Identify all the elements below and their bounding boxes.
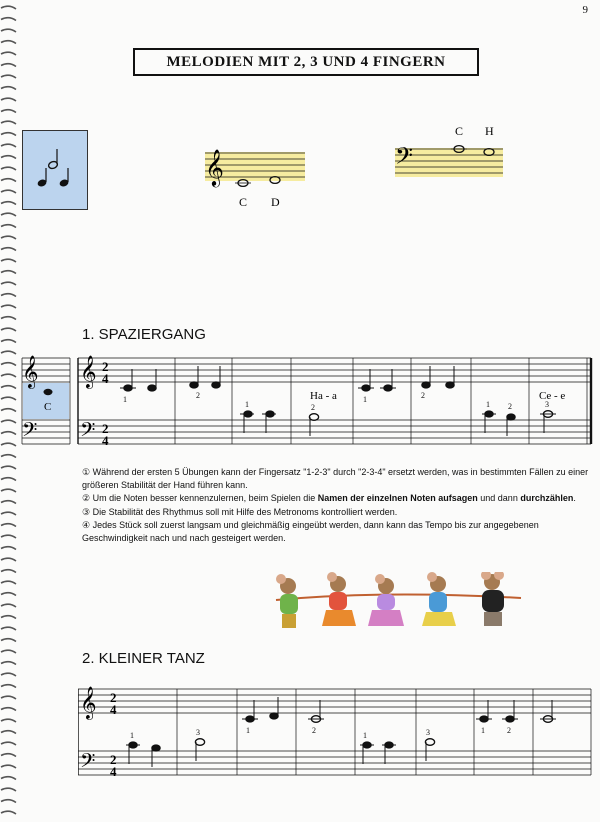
spiral-coil <box>1 41 16 44</box>
footnotes <box>82 466 590 545</box>
spiral-coil <box>1 397 16 400</box>
spiral-coil <box>1 202 16 205</box>
spiral-coil <box>1 420 16 423</box>
svg-text:1: 1 <box>481 726 485 735</box>
svg-text:1: 1 <box>363 395 367 404</box>
page-title-text: MELODIEN MIT 2, 3 UND 4 FINGERN <box>166 53 446 70</box>
spiral-coil <box>1 593 16 596</box>
svg-text:1: 1 <box>246 726 250 735</box>
ref-treble-clef-icon: 𝄞 <box>22 357 39 388</box>
label-d: D <box>271 195 280 209</box>
ref-note-label: C <box>44 401 52 413</box>
spiral-binding <box>0 0 18 822</box>
spiral-coil <box>1 524 16 527</box>
piece1-score <box>18 352 593 452</box>
note-value-box <box>22 130 88 210</box>
piece1-heading: 1. SPAZIERGANG <box>82 326 206 343</box>
label-c-bass: C <box>455 124 464 138</box>
time-sig-bottom: 4 <box>102 371 109 386</box>
spiral-coil <box>1 98 16 101</box>
spiral-coil <box>1 466 16 469</box>
spiral-coil <box>1 167 16 170</box>
intro-staves <box>195 118 515 218</box>
label-c: C <box>239 195 248 209</box>
mouse-3 <box>368 574 404 626</box>
spiral-coil <box>1 363 16 366</box>
svg-text:1: 1 <box>363 731 367 740</box>
svg-text:2: 2 <box>312 726 316 735</box>
dancing-mice-illustration <box>266 572 536 634</box>
spiral-coil <box>1 581 16 584</box>
bass-clef-icon-2: 𝄢 <box>80 751 96 777</box>
svg-text:3: 3 <box>426 728 430 737</box>
piece2-notes <box>126 697 556 767</box>
treble-clef-icon: 𝄞 <box>205 149 224 185</box>
spiral-coil <box>1 742 16 745</box>
note-value-icon <box>23 131 87 209</box>
mouse-4 <box>422 572 456 626</box>
footnote-2: ② Um die Noten besser kennenzulernen, beim Spielen die Namen der einzelnen Noten aufsagen und dann durchzählen. <box>82 493 576 503</box>
spiral-coil <box>1 6 16 9</box>
svg-text:2: 2 <box>507 726 511 735</box>
spiral-coil <box>1 351 16 354</box>
spiral-coil <box>1 340 16 343</box>
spiral-coil <box>1 75 16 78</box>
spiral-coil <box>1 501 16 504</box>
spiral-coil <box>1 455 16 458</box>
spiral-coil <box>1 236 16 239</box>
spiral-coil <box>1 708 16 711</box>
spiral-coil <box>1 696 16 699</box>
piece1-notes <box>120 366 556 436</box>
treble-clef-icon: 𝄞 <box>80 357 97 388</box>
svg-text:2: 2 <box>311 403 315 412</box>
piece2-heading: 2. KLEINER TANZ <box>82 650 205 667</box>
spiral-coil <box>1 558 16 561</box>
ref-note <box>44 389 53 395</box>
spiral-coil <box>1 409 16 412</box>
spiral-coil <box>1 570 16 573</box>
svg-text:3: 3 <box>196 728 200 737</box>
time-sig-bottom-bass: 4 <box>102 433 109 448</box>
spiral-coil <box>1 386 16 389</box>
spiral-coil <box>1 305 16 308</box>
spiral-coil <box>1 52 16 55</box>
spiral-coil <box>1 719 16 722</box>
svg-text:1: 1 <box>245 400 249 409</box>
spiral-coil <box>1 225 16 228</box>
spiral-coil <box>1 685 16 688</box>
spiral-coil <box>1 616 16 619</box>
spiral-coil <box>1 156 16 159</box>
spiral-coil <box>1 811 16 814</box>
spiral-coil <box>1 662 16 665</box>
svg-text:1: 1 <box>486 400 490 409</box>
time-sig-bottom-2: 4 <box>110 702 117 717</box>
lyric-ce-e: Ce - e <box>539 390 566 402</box>
spiral-coil <box>1 650 16 653</box>
spiral-coil <box>1 374 16 377</box>
spiral-coil <box>1 754 16 757</box>
svg-text:2: 2 <box>508 402 512 411</box>
spiral-coil <box>1 432 16 435</box>
lyric-ha-a: Ha - a <box>310 390 337 402</box>
spiral-coil <box>1 133 16 136</box>
mouse-2 <box>322 572 356 626</box>
page-number: 9 <box>582 4 588 16</box>
svg-text:1: 1 <box>130 731 134 740</box>
footnote-1: ① Während der ersten 5 Übungen kann der Fingersatz "1-2-3" durch "2-3-4" ersetzt werden, was in bestimmten Fällen zu einer größeren Stabilität der Hand führen kann. <box>82 467 589 490</box>
time-sig-top-bass-2: 2 <box>110 752 117 767</box>
spiral-coil <box>1 317 16 320</box>
spiral-coil <box>1 110 16 113</box>
time-sig-top-bass: 2 <box>102 421 109 436</box>
spiral-coil <box>1 144 16 147</box>
spiral-coil <box>1 121 16 124</box>
page-title <box>133 48 479 76</box>
footnote-3: ③ Die Stabilität des Rhythmus soll mit Hilfe des Metronoms kontrolliert werden. <box>82 506 398 517</box>
time-sig-top-2: 2 <box>110 690 117 705</box>
label-h-bass: H <box>485 124 494 138</box>
spiral-coil <box>1 547 16 550</box>
spiral-coil <box>1 800 16 803</box>
spiral-coil <box>1 64 16 67</box>
spiral-coil <box>1 18 16 21</box>
spiral-coil <box>1 478 16 481</box>
spiral-coil <box>1 673 16 676</box>
spiral-coil <box>1 604 16 607</box>
spiral-coil <box>1 271 16 274</box>
spiral-coil <box>1 179 16 182</box>
spiral-coil <box>1 282 16 285</box>
ref-bass-clef-icon: 𝄢 <box>22 420 38 446</box>
spiral-coil <box>1 777 16 780</box>
spiral-coil <box>1 259 16 262</box>
spiral-coil <box>1 190 16 193</box>
spiral-coil <box>1 765 16 768</box>
spiral-coil <box>1 248 16 251</box>
spiral-coil <box>1 443 16 446</box>
time-sig-top: 2 <box>102 359 109 374</box>
spiral-coil <box>1 512 16 515</box>
spiral-coil <box>1 788 16 791</box>
spiral-coil <box>1 731 16 734</box>
spiral-coil <box>1 294 16 297</box>
svg-text:1: 1 <box>123 395 127 404</box>
mouse-5 <box>481 572 504 626</box>
svg-text:2: 2 <box>421 391 425 400</box>
spiral-coil <box>1 627 16 630</box>
svg-text:3: 3 <box>545 400 549 409</box>
spiral-coil <box>1 535 16 538</box>
mouse-1 <box>276 574 298 628</box>
piece2-fingerings <box>130 726 511 740</box>
svg-text:2: 2 <box>196 391 200 400</box>
footnote-4: ④ Jedes Stück soll zuerst langsam und gleichmäßig eingeübt werden, dann kann das Tempo bis zur angegebenen Geschwindigkeit nach und nach gesteigert werden. <box>82 520 539 543</box>
spiral-coil <box>1 639 16 642</box>
piece2-score <box>78 683 593 783</box>
spiral-coil <box>1 87 16 90</box>
spiral-coil <box>1 489 16 492</box>
spiral-coil <box>1 328 16 331</box>
spiral-coil <box>1 29 16 32</box>
bass-clef-icon: 𝄢 <box>395 144 414 175</box>
treble-clef-icon-2: 𝄞 <box>80 688 97 719</box>
time-sig-bottom-bass-2: 4 <box>110 764 117 779</box>
bass-clef-icon: 𝄢 <box>80 420 96 446</box>
spiral-coil <box>1 213 16 216</box>
